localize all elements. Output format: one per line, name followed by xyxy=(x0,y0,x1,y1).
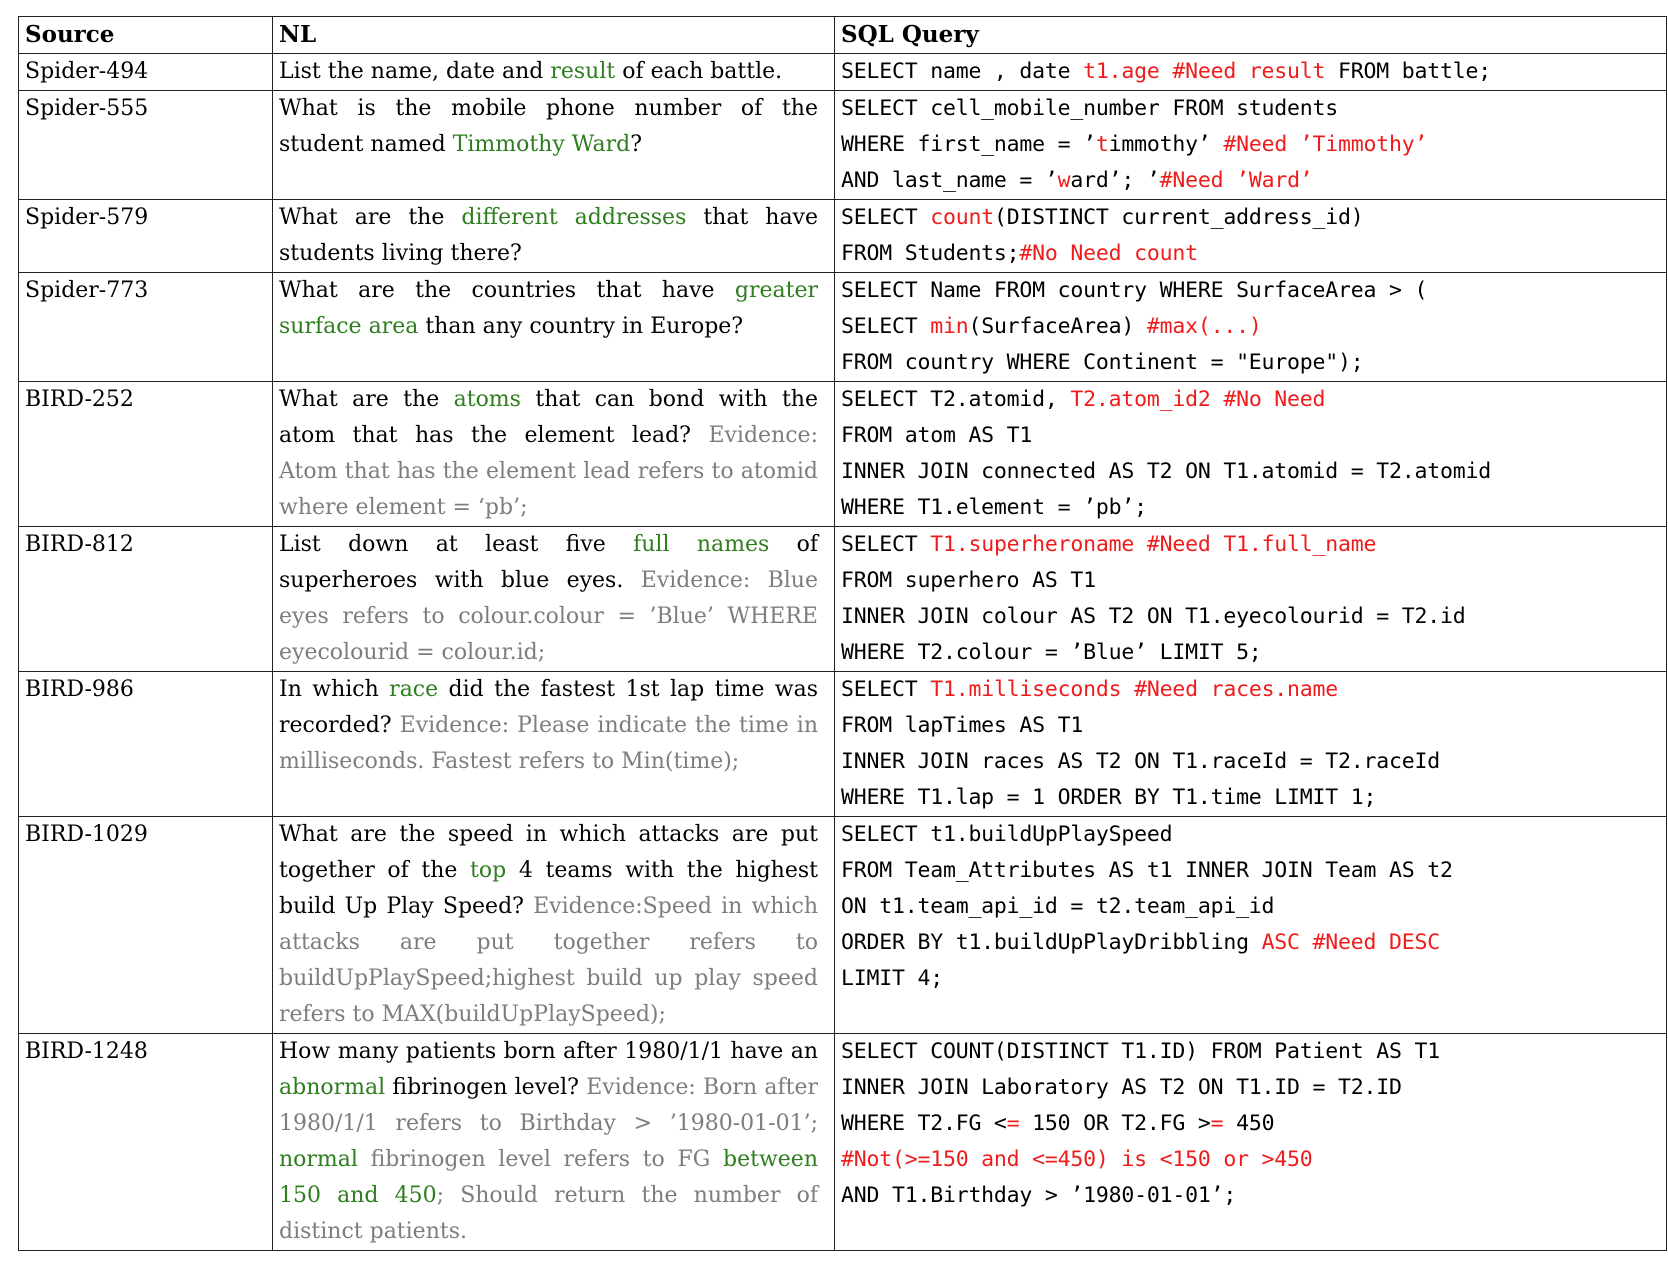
sql-line xyxy=(841,672,1660,708)
nl-highlight: normal xyxy=(279,1147,358,1172)
nl-text: What are the xyxy=(279,387,454,412)
nl-highlight: result xyxy=(550,59,616,84)
sql-text: SELECT xyxy=(841,205,931,230)
nl-evidence: Evidence: Blue eyes refers to colour.colour = ’Blue’ WHERE eyecolourid = colour.id; xyxy=(279,568,818,665)
sql-line xyxy=(841,744,1660,780)
sql-line xyxy=(841,382,1660,418)
sql-line xyxy=(841,780,1660,816)
sql-error-annotation: T1.milliseconds #Need races.name xyxy=(930,677,1339,702)
sql-text: INNER JOIN connected AS T2 ON T1.atomid = T2.atomid xyxy=(841,459,1491,484)
nl-text: that have students living there? xyxy=(279,205,819,266)
sql-error-annotation: t xyxy=(1095,132,1109,157)
sql-text: SELECT xyxy=(841,314,931,339)
sql-line xyxy=(841,527,1660,563)
source-cell: Spider-579 xyxy=(19,200,273,273)
nl-text: What are the xyxy=(279,205,462,230)
sql-text: INNER JOIN Laboratory AS T2 ON T1.ID = T2.ID xyxy=(841,1075,1402,1100)
source-cell: BIRD-812 xyxy=(19,527,273,672)
comparison-table xyxy=(18,16,1667,1251)
nl-highlight: Timmothy Ward xyxy=(452,132,631,157)
sql-text: ON t1.team_api_id = t2.team_api_id xyxy=(841,894,1275,919)
sql-text: (DISTINCT current_address_id) xyxy=(993,205,1364,230)
sql-cell xyxy=(835,200,1667,273)
source-cell: Spider-773 xyxy=(19,273,273,382)
sql-line xyxy=(841,889,1660,925)
sql-text: ORDER BY t1.buildUpPlayDribbling xyxy=(841,930,1262,955)
sql-error-annotation: #Need ’Ward’ xyxy=(1159,168,1313,193)
nl-cell xyxy=(273,817,835,1034)
source-cell: BIRD-252 xyxy=(19,382,273,527)
sql-text: AND T1.Birthday > ’1980-01-01’; xyxy=(841,1183,1237,1208)
nl-cell xyxy=(273,382,835,527)
sql-line xyxy=(841,853,1660,889)
sql-text: FROM country WHERE Continent = "Europe"); xyxy=(841,350,1364,375)
nl-text: that can bond with the atom that has the element lead? xyxy=(279,387,818,448)
nl-highlight: greater surface area xyxy=(279,278,818,339)
source-cell: BIRD-986 xyxy=(19,672,273,817)
nl-text: List the name, date and xyxy=(279,59,551,84)
table-row xyxy=(19,54,1667,91)
source-cell: Spider-494 xyxy=(19,54,273,91)
sql-text: immothy’ xyxy=(1108,132,1224,157)
header-source: Source xyxy=(19,17,273,54)
sql-text: SELECT Name FROM country WHERE SurfaceArea > ( xyxy=(841,278,1428,303)
sql-line xyxy=(841,418,1660,454)
nl-cell xyxy=(273,54,835,91)
sql-line xyxy=(841,200,1660,236)
sql-cell xyxy=(835,273,1667,382)
sql-text: SELECT xyxy=(841,677,931,702)
sql-text: FROM Students; xyxy=(841,241,1020,266)
sql-cell xyxy=(835,672,1667,817)
nl-text: What is the mobile phone number of the student named xyxy=(279,96,818,157)
sql-error-annotation: #No Need count xyxy=(1019,241,1198,266)
nl-text: ? xyxy=(630,132,642,157)
sql-line xyxy=(841,454,1660,490)
nl-text: List down at least five xyxy=(279,532,634,557)
nl-text: 4 teams with the highest build Up Play Speed? xyxy=(279,858,818,919)
nl-highlight: atoms xyxy=(453,387,521,412)
nl-evidence: Evidence: Born after 1980/1/1 refers to Birthday > ’1980-01-01’; xyxy=(279,1075,818,1136)
sql-text: SELECT t1.buildUpPlaySpeed xyxy=(841,822,1173,847)
nl-highlight: full names xyxy=(633,532,770,557)
sql-text: FROM atom AS T1 xyxy=(841,423,1033,448)
sql-error-annotation: #Not(>=150 and <=450) is <150 or >450 xyxy=(841,1147,1313,1172)
sql-line xyxy=(841,817,1660,853)
sql-text: INNER JOIN colour AS T2 ON T1.eyecolourid = T2.id xyxy=(841,604,1466,629)
sql-line xyxy=(841,1070,1660,1106)
sql-text: AND last_name = ’ xyxy=(841,168,1058,193)
source-cell: Spider-555 xyxy=(19,91,273,200)
nl-text: How many patients born after 1980/1/1 have an xyxy=(279,1039,818,1064)
sql-line xyxy=(841,54,1660,90)
nl-cell xyxy=(273,672,835,817)
nl-highlight: different addresses xyxy=(461,205,687,230)
source-cell: BIRD-1248 xyxy=(19,1034,273,1251)
sql-text: SELECT cell_mobile_number FROM students xyxy=(841,96,1339,121)
sql-text: WHERE T1.lap = 1 ORDER BY T1.time LIMIT 1; xyxy=(841,785,1377,810)
sql-error-annotation: = xyxy=(1210,1111,1224,1136)
sql-error-annotation: ASC #Need DESC xyxy=(1261,930,1440,955)
nl-text: of superheroes with blue eyes. xyxy=(279,532,818,593)
sql-line xyxy=(841,1142,1660,1178)
sql-line xyxy=(841,708,1660,744)
sql-line xyxy=(841,309,1660,345)
nl-cell xyxy=(273,200,835,273)
sql-error-annotation: count xyxy=(930,205,994,230)
sql-error-annotation: #max(...) xyxy=(1146,314,1262,339)
nl-cell xyxy=(273,527,835,672)
sql-text: 450 xyxy=(1223,1111,1275,1136)
sql-line xyxy=(841,1034,1660,1070)
sql-line xyxy=(841,163,1660,199)
sql-error-annotation: #Need ’Timmothy’ xyxy=(1223,132,1428,157)
sql-line xyxy=(841,127,1660,163)
sql-error-annotation: w xyxy=(1057,168,1071,193)
sql-line xyxy=(841,599,1660,635)
table-row xyxy=(19,200,1667,273)
table-row xyxy=(19,672,1667,817)
sql-error-annotation: T1.superheroname #Need T1.full_name xyxy=(930,532,1377,557)
nl-text: What are the countries that have xyxy=(279,278,735,303)
sql-cell xyxy=(835,382,1667,527)
header-nl: NL xyxy=(273,17,835,54)
source-cell: BIRD-1029 xyxy=(19,817,273,1034)
sql-line xyxy=(841,345,1660,381)
nl-evidence: Evidence: Please indicate the time in milliseconds. Fastest refers to Min(time); xyxy=(279,713,818,774)
sql-error-annotation: t1.age #Need result xyxy=(1083,59,1326,84)
table-row xyxy=(19,817,1667,1034)
header-row xyxy=(19,17,1667,54)
sql-text: WHERE T2.FG < xyxy=(841,1111,1007,1136)
sql-cell xyxy=(835,527,1667,672)
sql-text: FROM lapTimes AS T1 xyxy=(841,713,1084,738)
sql-line xyxy=(841,273,1660,309)
table-row xyxy=(19,91,1667,200)
sql-text: ard’; ’ xyxy=(1070,168,1160,193)
sql-line xyxy=(841,91,1660,127)
table-body xyxy=(19,54,1667,1251)
nl-text: than any country in Europe? xyxy=(418,314,744,339)
nl-highlight: race xyxy=(389,677,439,702)
sql-cell xyxy=(835,54,1667,91)
sql-text: WHERE T1.element = ’pb’; xyxy=(841,495,1147,520)
header-sql: SQL Query xyxy=(835,17,1667,54)
table-row xyxy=(19,382,1667,527)
nl-highlight: top xyxy=(470,858,507,883)
table-row xyxy=(19,527,1667,672)
sql-error-annotation: min xyxy=(930,314,969,339)
sql-cell xyxy=(835,1034,1667,1251)
nl-text: What are the speed in which attacks are put together of the xyxy=(279,822,818,883)
nl-evidence: fibrinogen level refers to FG xyxy=(357,1147,724,1172)
sql-line xyxy=(841,925,1660,961)
sql-text: FROM superhero AS T1 xyxy=(841,568,1096,593)
sql-line xyxy=(841,1178,1660,1214)
nl-text: did the fastest 1st lap time was recorded? xyxy=(279,677,818,738)
nl-text: fibrinogen level? xyxy=(385,1075,587,1100)
nl-evidence: Evidence:Speed in which attacks are put together refers to buildUpPlaySpeed;highest build up play speed refers to MAX(buildUpPlaySpeed); xyxy=(279,894,818,1027)
sql-text: SELECT name , date xyxy=(841,59,1084,84)
sql-line xyxy=(841,635,1660,671)
sql-text: WHERE first_name = ’ xyxy=(841,132,1096,157)
nl-evidence: ; Should return the number of distinct patients. xyxy=(279,1183,818,1244)
sql-text: SELECT COUNT(DISTINCT T1.ID) FROM Patient AS T1 xyxy=(841,1039,1440,1064)
sql-line xyxy=(841,1106,1660,1142)
sql-cell xyxy=(835,817,1667,1034)
nl-highlight: between 150 and 450 xyxy=(279,1147,818,1208)
nl-cell xyxy=(273,1034,835,1251)
nl-text: of each battle. xyxy=(615,59,783,84)
sql-text: LIMIT 4; xyxy=(841,966,943,991)
sql-cell xyxy=(835,91,1667,200)
sql-text: FROM battle; xyxy=(1325,59,1491,84)
sql-line xyxy=(841,490,1660,526)
sql-line xyxy=(841,563,1660,599)
nl-cell xyxy=(273,273,835,382)
table-row xyxy=(19,273,1667,382)
table-row xyxy=(19,1034,1667,1251)
sql-error-annotation: T2.atom_id2 #No Need xyxy=(1070,387,1326,412)
sql-text: SELECT xyxy=(841,532,931,557)
sql-text: INNER JOIN races AS T2 ON T1.raceId = T2.raceId xyxy=(841,749,1440,774)
nl-highlight: abnormal xyxy=(279,1075,386,1100)
nl-cell xyxy=(273,91,835,200)
sql-line xyxy=(841,961,1660,997)
sql-text: SELECT T2.atomid, xyxy=(841,387,1071,412)
sql-error-annotation: = xyxy=(1006,1111,1020,1136)
sql-line xyxy=(841,236,1660,272)
nl-text: In which xyxy=(279,677,390,702)
sql-text: FROM Team_Attributes AS t1 INNER JOIN Team AS t2 xyxy=(841,858,1453,883)
sql-text: (SurfaceArea) xyxy=(968,314,1147,339)
nl-evidence: Evidence: Atom that has the element lead refers to atomid where element = ‘pb’; xyxy=(279,423,818,520)
sql-text: 150 OR T2.FG > xyxy=(1019,1111,1211,1136)
sql-text: WHERE T2.colour = ’Blue’ LIMIT 5; xyxy=(841,640,1262,665)
